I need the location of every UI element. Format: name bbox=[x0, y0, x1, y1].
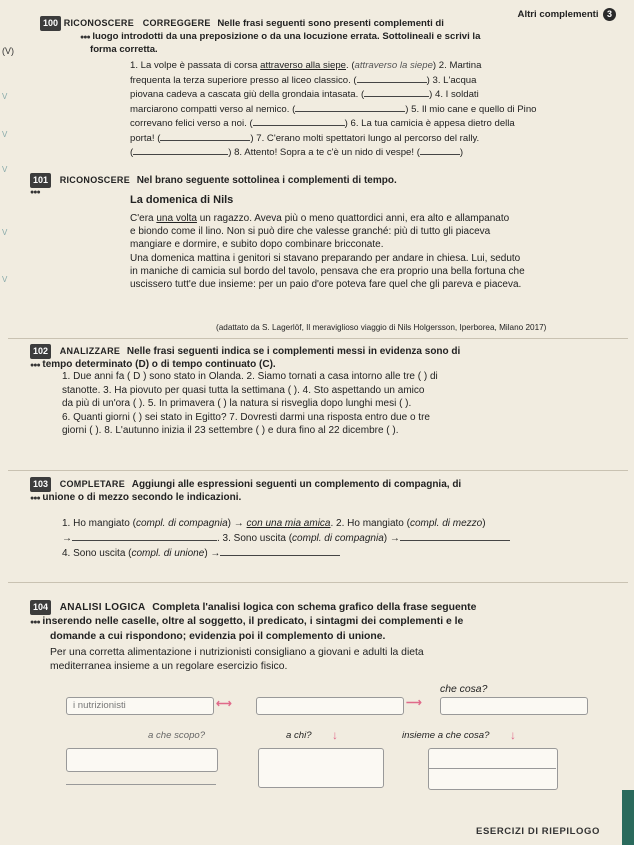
answer-blank[interactable] bbox=[357, 73, 427, 83]
answer-line bbox=[428, 768, 556, 769]
sentence-text: ) 5. Il mio cane e quello di Pino bbox=[405, 103, 537, 115]
sentence-text: ) 7. C'erano molti spettatori lungo al percorso del rally. bbox=[250, 132, 480, 144]
complement-box[interactable] bbox=[66, 748, 218, 772]
instruction: luogo introdotti da una preposizione o da una locuzione errata. Sottolineali e scrivi la bbox=[92, 30, 481, 42]
passage-text: mangiare e dormire, e subito dopo combinare bricconate. bbox=[130, 239, 384, 251]
answer-example: con una mia amica bbox=[246, 518, 331, 529]
sentence-text: 1. Due anni fa ( D ) sono stato in Olanda. 2. Siamo tornati a casa intorno alle tre ( ) di bbox=[62, 371, 438, 382]
passage-text: e biondo come il lino. Non si può dire che valesse granché: più di tutto gli piaceva bbox=[130, 226, 491, 238]
instruction: forma corretta. bbox=[90, 44, 158, 55]
target-sentence bbox=[50, 646, 625, 674]
page-badge: 3 bbox=[603, 8, 616, 21]
sentence-text: marciarono compatti verso al nemico. ( bbox=[130, 103, 296, 115]
instruction: unione o di mezzo secondo le indicazioni. bbox=[42, 491, 242, 503]
sentence-text: piovana cadeva a cascata giù della grondaia intasata. ( bbox=[130, 89, 365, 100]
item-text: → bbox=[62, 533, 72, 544]
object-box[interactable] bbox=[440, 697, 588, 715]
exercise-102: 102 ANALIZZARE Nelle frasi seguenti indica se i complementi messi in evidenza sono di ●●● tempo determinato (D) o di tempo continuato (C). bbox=[30, 346, 461, 370]
complement-box[interactable] bbox=[428, 748, 558, 790]
item-hint: compl. di compagnia bbox=[292, 533, 384, 544]
subject-text: i nutrizionisti bbox=[73, 700, 126, 711]
textbook-page: Altri complementi 3 (V) V V V V V 100 RICONOSCERE CORREGGERE Nelle frasi seguenti sono presenti complementi di ●●● luogo introdotti da una preposizione o da una locuzione errata. Sottolineali e scrivi la forma corretta. 1. La volpe è passata di corsa attraverso alla siepe. (attraverso la siepe) 2. Martina frequenta la terza superiore presso al liceo classico. ( ) 3. L'acqua piovana cadeva a cascata giù della grondaia intasata. ( ) 4. I soldati marciarono compatti verso al nemico. ( ) 5. Il mio cane e quello di Pino correvano felici verso a noi. ( ) 6. La tua camicia è appesa dietro della porta! ( ) 7. C'erano molti spettatori lungo al percorso del rally. ( ) 8. Attento! Sopra a te c'è un nido di vespe! ( ) 101 RICONOSCERE Nel brano seguente sottolinea i complementi di tempo. ●●● La domenica di Nils C'era una volta un ragazzo. Aveva più o meno quattordici anni, era alto e allampanato e biondo come il lino. Non si può dire che valesse granché: più di tutto gli piaceva mangiare e dormire, e subito dopo combinare bricconate. Una domenica mattina i genitori si stavano preparando per andare in chiesa. Lui, seduto in maniche di camicia sul bordo del tavolo, pensava che era proprio una bella fortuna che uscissero tutt'e due insieme: per un paio d'ore poteva fare quel che gli pareva e piaceva. (adattato da S. Lagerlöf, Il meraviglioso viaggio di Nils Holgersson, Iperborea, Milano 2017) 102 ANALIZZARE Nelle frasi seguenti indica se i complementi messi in evidenza sono di ●●● tempo determinato (D) o di tempo continuato (C). 1. Due anni fa ( D ) sono stato in Olanda. 2. Siamo tornati a casa intorno alle tre ( ) di stanotte. 3. Ha piovuto per quasi tutta la settimana ( ). 4. Sto aspettando un amico da più di un'ora ( ). 5. In primavera ( ) la natura si risveglia dopo lunghi mesi ( ). 6. Quanti giorni ( ) sei stato in Egitto? 7. Dovresti darmi una risposta entro due o tre giorni ( ). 8. L'autunno inizia il 23 settembre ( ) e dura fino al 22 dicembre ( ). 103 COMPLETARE Aggiungi alle espressioni seguenti un complemento di compagnia, di ●●● unione o di mezzo secondo le indicazioni. 1. Ho mangiato (compl. di compagnia) → con una mia amica. 2. Ho mangiato (compl. di mezzo) → . 3. Sono uscita (compl. di compagnia) → 4. Sono uscita (compl. di unione) → 104 ANALISI LOGICA Completa l'analisi logica con schema grafico della frase seguente ●●● inserendo nelle caselle, oltre al soggetto, il predicato, i sintagmi dei complementi e le domande a cui rispondono; evidenzia poi il complemento di unione. Per una corretta alimentazione i nutrizionisti consigliano a giovani e adulti la dieta mediterranea insieme a un regolare esercizio fisico. che cosa? i nutrizionisti ⟷ ⟶ a che scopo? a chi? ↓ insieme a che cosa? ↓ ESERCIZI DI RIEPILOGO bbox=[0, 0, 634, 845]
sentence-text: 1. La volpe è passata di corsa bbox=[130, 60, 261, 71]
sentence-text: da più di un'ora ( ). 5. In primavera ( ) la natura si risveglia dopo lunghi mesi ( ). bbox=[62, 398, 412, 410]
divider bbox=[8, 338, 628, 339]
arrow-right-icon: ⟶ bbox=[406, 697, 422, 709]
answer-blank[interactable] bbox=[133, 145, 228, 155]
answer-blank[interactable] bbox=[160, 131, 250, 141]
exercise-103-items bbox=[62, 517, 627, 561]
underlined-complement: attraverso alla siepe bbox=[260, 60, 346, 71]
item-text: ) bbox=[482, 518, 486, 529]
passage-source: (adattato da S. Lagerlöf, Il meraviglioso viaggio di Nils Holgersson, Iperborea, Milano 2017) bbox=[216, 323, 547, 332]
answer-blank[interactable] bbox=[420, 145, 460, 155]
sentence-text: correvano felici verso a noi. ( bbox=[130, 118, 253, 129]
sentence-text: Per una corretta alimentazione i nutrizionisti consigliano a giovani e adulti la dieta bbox=[50, 647, 424, 658]
item-text: 4. Sono uscita ( bbox=[62, 548, 132, 559]
passage bbox=[130, 212, 630, 291]
instruction: domande a cui rispondono; evidenzia poi il complemento di unione. bbox=[50, 630, 386, 642]
exercise-tag: CORREGGERE bbox=[142, 18, 211, 28]
sentence-text: frequenta la terza superiore presso al liceo classico. ( bbox=[130, 74, 357, 86]
item-hint: compl. di mezzo bbox=[409, 518, 483, 529]
question-with: insieme a che cosa? bbox=[402, 730, 490, 741]
passage-text: Una domenica mattina i genitori si stavano preparando per andare in chiesa. Lui, seduto bbox=[130, 252, 521, 264]
divider bbox=[8, 582, 628, 583]
arrow-icon: ⟷ bbox=[216, 698, 232, 710]
instruction: Nelle frasi seguenti sono presenti complementi di bbox=[217, 18, 444, 29]
answer-line bbox=[66, 784, 216, 785]
sentence-text: mediterranea insieme a un regolare esercizio fisico. bbox=[50, 661, 288, 672]
exercise-tag: ANALIZZARE bbox=[59, 346, 121, 356]
item-hint: compl. di compagnia bbox=[135, 518, 228, 529]
answer-blank[interactable] bbox=[220, 546, 340, 556]
sentence-text: giorni ( ). 8. L'autunno inizia il 23 settembre ( ) e dura fino al 22 dicembre ( ). bbox=[62, 425, 399, 437]
divider bbox=[8, 470, 628, 471]
question-purpose: a che scopo? bbox=[148, 730, 206, 741]
passage-text: in maniche di camicia sul bordo del tavolo, pensava che era proprio una bella fortuna che bbox=[130, 265, 525, 277]
sidebar-mark: V bbox=[2, 228, 8, 237]
item-text: . 2. Ho mangiato ( bbox=[330, 518, 410, 529]
page-header bbox=[518, 4, 616, 22]
question-what: che cosa? bbox=[440, 684, 488, 695]
sentence-text: 6. Quanti giorni ( ) sei stato in Egitto? 7. Dovresti darmi una risposta entro due o tre bbox=[62, 411, 430, 423]
exercise-number: 102 bbox=[30, 344, 51, 359]
answer-blank[interactable] bbox=[253, 116, 345, 126]
exercise-tag: ANALISI LOGICA bbox=[59, 602, 146, 613]
exercise-number: 101 bbox=[30, 173, 51, 188]
instruction: tempo determinato (D) o di tempo continuato (C). bbox=[42, 358, 276, 370]
instruction: inserendo nelle caselle, oltre al soggetto, il predicato, i sintagmi dei complementi e le bbox=[42, 615, 464, 627]
sentence-text: stanotte. 3. Ha piovuto per quasi tutta la settimana ( ). 4. Sto aspettando un amico bbox=[62, 384, 425, 396]
passage-text: C'era bbox=[130, 213, 157, 224]
sidebar-mark: V bbox=[2, 165, 8, 174]
question-who: a chi? bbox=[286, 730, 312, 741]
complement-box[interactable] bbox=[258, 748, 384, 788]
instruction: Nelle frasi seguenti indica se i complementi messi in evidenza sono di bbox=[126, 346, 461, 357]
sentence-text: ) 8. Attento! Sopra a te c'è un nido di vespe! ( bbox=[228, 147, 420, 158]
sidebar-mark: V bbox=[2, 92, 8, 101]
sidebar-mark: (V) bbox=[2, 46, 14, 56]
answer-blank[interactable] bbox=[364, 87, 429, 97]
instruction: Completa l'analisi logica con schema grafico della frase seguente bbox=[152, 602, 477, 613]
passage-title: La domenica di Nils bbox=[130, 194, 234, 206]
exercise-101 bbox=[30, 173, 397, 188]
subject-box[interactable] bbox=[66, 697, 214, 715]
exercise-102-sentences bbox=[62, 370, 622, 438]
exercise-tag: RICONOSCERE bbox=[63, 18, 135, 28]
page-footer: ESERCIZI DI RIEPILOGO bbox=[476, 826, 600, 837]
instruction: Nel brano seguente sottolinea i complementi di tempo. bbox=[136, 175, 397, 186]
item-text: . 3. Sono uscita ( bbox=[217, 533, 293, 544]
answer-blank[interactable] bbox=[295, 102, 405, 112]
sidebar-mark: V bbox=[2, 275, 8, 284]
exercise-104: 104 ANALISI LOGICA Completa l'analisi logica con schema grafico della frase seguente ●●● inserendo nelle caselle, oltre al soggetto, il predicato, i sintagmi dei complementi e le domande a cui rispondono; evidenzia poi il complemento di unione. bbox=[30, 602, 477, 642]
answer-example: attraverso la siepe bbox=[354, 60, 433, 71]
item-text: 1. Ho mangiato ( bbox=[62, 518, 136, 529]
sentence-text: ( bbox=[130, 147, 134, 158]
item-text: ) → bbox=[227, 518, 247, 529]
passage-text: un ragazzo. Aveva più o meno quattordici anni, era alto e allampanato bbox=[196, 213, 510, 224]
passage-text: uscissero tutt'e due insieme: per un paio d'ore poteva fare quel che gli pareva e piaceva. bbox=[130, 279, 522, 291]
exercise-number: 100 bbox=[40, 16, 61, 31]
item-text: ) → bbox=[383, 533, 400, 544]
corner-tab bbox=[622, 790, 634, 845]
underlined-complement: una volta bbox=[156, 213, 197, 224]
answer-blank[interactable] bbox=[72, 531, 217, 541]
instruction: Aggiungi alle espressioni seguenti un complemento di compagnia, di bbox=[131, 479, 462, 490]
sidebar-mark: V bbox=[2, 130, 8, 139]
exercise-tag: COMPLETARE bbox=[59, 479, 126, 489]
exercise-number: 103 bbox=[30, 477, 51, 492]
exercise-tag: RICONOSCERE bbox=[59, 175, 131, 185]
sentence-text: ) 6. La tua camicia è appesa dietro della bbox=[344, 118, 515, 129]
item-text: ) → bbox=[204, 548, 221, 559]
exercise-100: 100 RICONOSCERE CORREGGERE Nelle frasi seguenti sono presenti complementi di ●●● luogo introdotti da una preposizione o da una locuzione errata. Sottolineali e scrivi la forma corretta. bbox=[40, 16, 480, 57]
predicate-box[interactable] bbox=[256, 697, 404, 715]
answer-blank[interactable] bbox=[400, 531, 510, 541]
sentence-text: ) 3. L'acqua bbox=[426, 74, 477, 86]
sentence-text: ) 4. I soldati bbox=[429, 89, 479, 100]
arrow-down-icon: ↓ bbox=[332, 728, 338, 742]
exercise-100-sentences: 1. La volpe è passata di corsa attraverso alla siepe. (attraverso la siepe) 2. Martina frequenta la terza superiore presso al liceo classico. ( ) 3. L'acqua piovana cadeva a cascata giù della grondaia intasata. ( ) 4. I soldati marciarono compatti verso al nemico. ( ) 5. Il mio cane e quello di Pino correvano felici verso a noi. ( ) 6. La tua camicia è appesa dietro della porta! ( ) 7. C'erano molti spettatori lungo al percorso del rally. ( ) 8. Attento! Sopra a te c'è un nido di vespe! ( ) bbox=[130, 60, 537, 158]
section-title: Altri complementi bbox=[517, 9, 599, 20]
exercise-number: 104 bbox=[30, 600, 51, 615]
item-hint: compl. di unione bbox=[131, 548, 205, 559]
exercise-103: 103 COMPLETARE Aggiungi alle espressioni seguenti un complemento di compagnia, di ●●● unione o di mezzo secondo le indicazioni. bbox=[30, 479, 462, 503]
arrow-down-icon: ↓ bbox=[510, 728, 516, 742]
sentence-text: ) 2. Martina bbox=[432, 60, 482, 71]
sentence-text: porta! ( bbox=[130, 132, 161, 144]
sentence-text: . ( bbox=[346, 60, 355, 71]
